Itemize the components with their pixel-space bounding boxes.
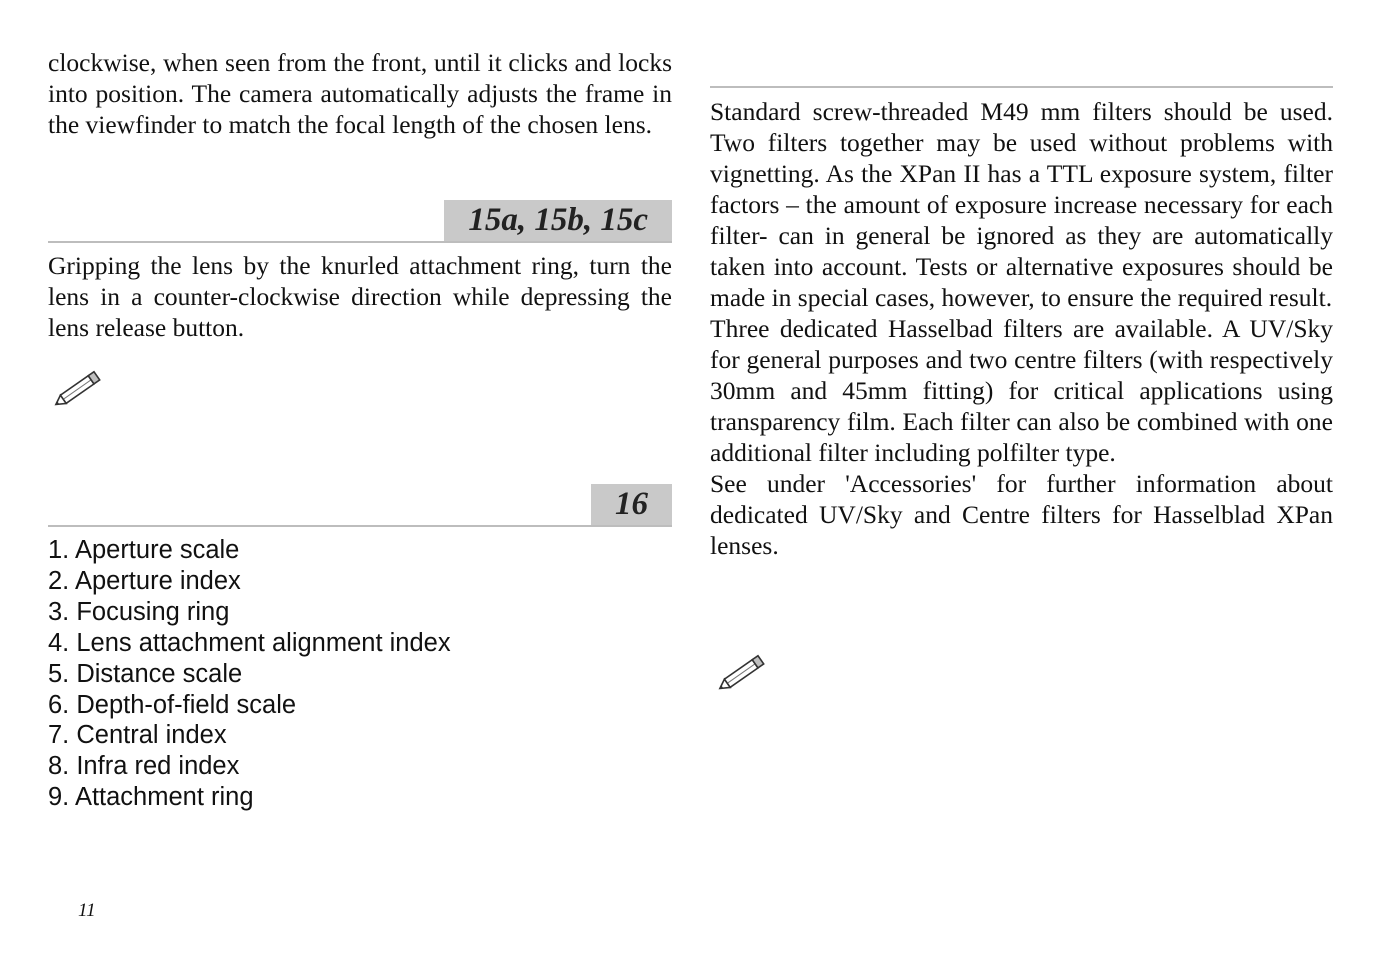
section-header-16 bbox=[48, 483, 672, 527]
list-item: 7. Central index bbox=[48, 721, 227, 750]
lens-parts-list bbox=[48, 535, 451, 813]
section-divider bbox=[710, 86, 1333, 88]
list-item: 2. Aperture index bbox=[48, 566, 241, 595]
lens-removal-paragraph: Gripping the lens by the knurled attachment ring, turn the lens in a counter-clockwise direction while depressing the lens release button. bbox=[48, 251, 672, 342]
list-item: 8. Infra red index bbox=[48, 752, 240, 781]
list-item: 6. Depth-of-field scale bbox=[48, 690, 297, 719]
pencil-icon bbox=[714, 650, 770, 696]
list-item: 3. Focusing ring bbox=[48, 597, 230, 626]
list-item: 9. Attachment ring bbox=[48, 783, 254, 812]
dedicated-filters-paragraph: Three dedicated Hasselbad filters are available. A UV/Sky for general purposes and two centre filters (with respectively 30mm and 45mm fitting) for critical applications using transparency film. Each filter can also be combined with one additional filter including polfilter type. bbox=[710, 314, 1333, 467]
pencil-icon bbox=[50, 366, 106, 412]
section-header-15 bbox=[48, 199, 672, 243]
intro-paragraph: clockwise, when seen from the front, until it clicks and locks into position. The camera automatically adjusts the frame in the viewfinder to match the focal length of the chosen lens. bbox=[48, 48, 672, 139]
page-number: 11 bbox=[78, 900, 96, 921]
list-item: 4. Lens attachment alignment index bbox=[48, 628, 451, 657]
list-item: 1. Aperture scale bbox=[48, 536, 240, 564]
section-tag-16: 16 bbox=[591, 484, 672, 525]
section-tag-15: 15a, 15b, 15c bbox=[444, 200, 672, 241]
filters-text bbox=[710, 96, 1333, 561]
filters-paragraph: Standard screw-threaded M49 mm filters should be used. Two filters together may be used without problems with vignetting. As the XPan II has a TTL exposure system, filter factors – the amount of exposure increase necessary for each filter- can in general be ignored as they are automatically taken into account. Tests or alternative exposures should be made in special cases, however, to ensure the required result. bbox=[710, 97, 1333, 312]
accessories-paragraph: See under 'Accessories' for further information about dedicated UV/Sky and Centre filters for Hasselblad XPan lenses. bbox=[710, 469, 1333, 560]
list-item: 5. Distance scale bbox=[48, 659, 243, 688]
